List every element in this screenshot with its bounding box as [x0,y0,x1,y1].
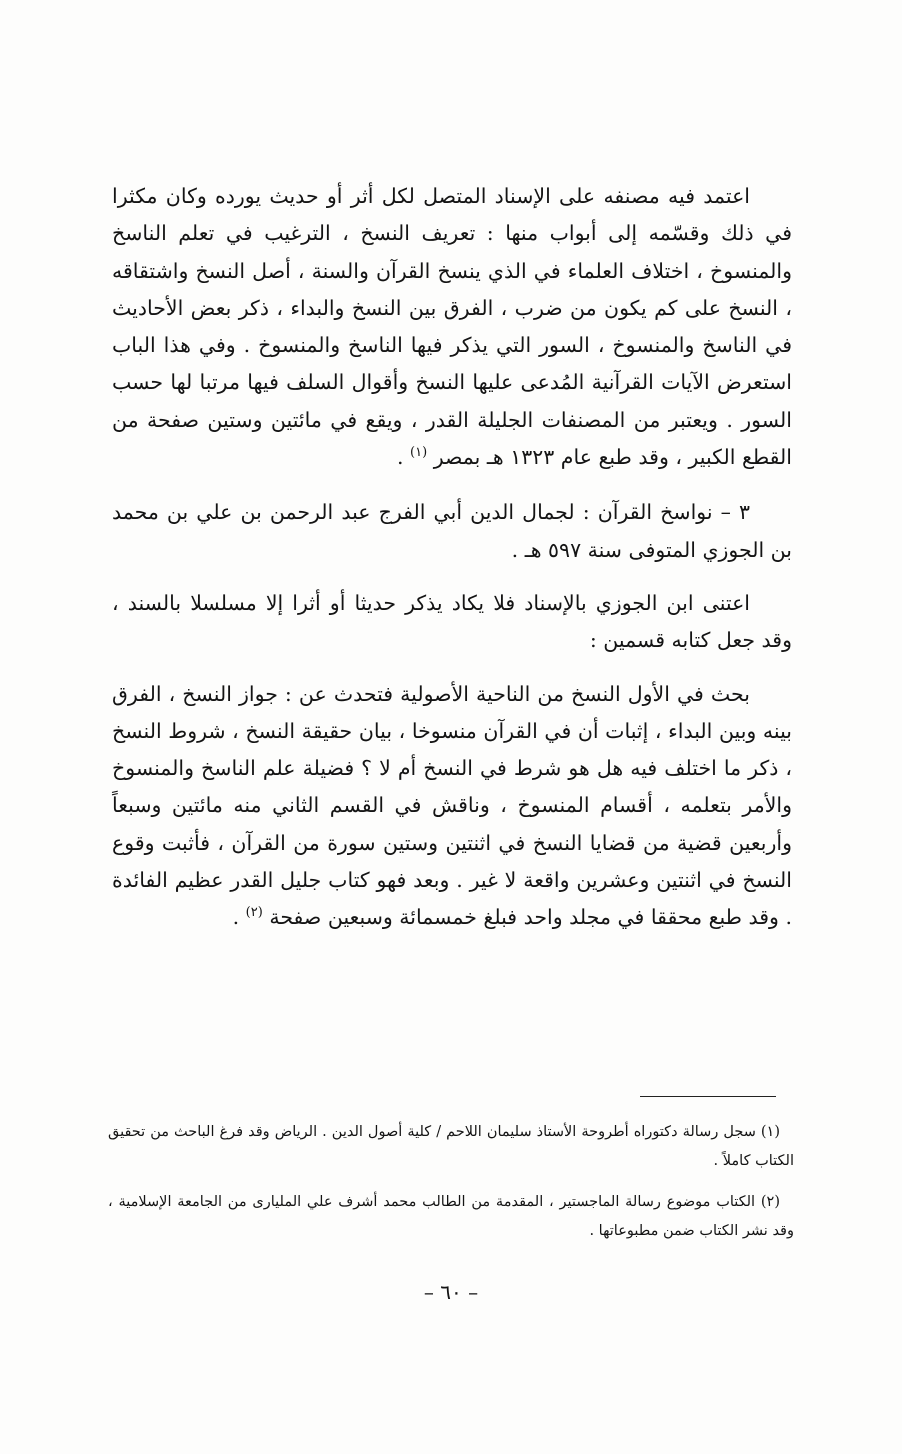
paragraph-1 [112,178,792,476]
paragraph-3 [112,585,792,660]
footnote-2: (٢) الكتاب موضوع رسالة الماجستير ، المقدمة من الطالب محمد أشرف علي المليارى من الجامعة الإسلامية ، وقد نشر الكتاب ضمن مطبوعاتها . [108,1194,794,1239]
main-text [112,178,792,955]
paragraph-4-end: . [232,905,246,930]
paragraph-1-text: اعتمد فيه مصنفه على الإسناد المتصل لكل أثر أو حديث يورده وكان مكثرا في ذلك وقسّمه إلى أبواب منها : تعريف النسخ ، الترغيب في تعلم الناسخ والمنسوخ ، اختلاف العلماء في الذي ينسخ القرآن والسنة ، أصل النسخ واشتقاقه ، النسخ على كم يكون من ضرب ، الفرق بين النسخ والبداء ، ذكر بعض الأحاديث في الناسخ والمنسوخ ، السور التي يذكر فيها الناسخ والمنسوخ . وفي هذا الباب استعرض الآيات القرآنية المُدعى عليها النسخ وأقوال السلف فيها مرتبا لها حسب السور . ويعتبر من المصنفات الجليلة القدر ، ويقع في مائتين وستين صفحة من القطع الكبير ، وقد طبع عام ١٣٢٣ هـ بمصر [112,184,792,470]
paragraph-2 [112,494,792,569]
footnote-separator [640,1096,776,1097]
paragraph-1-end: . [396,445,411,470]
paragraph-2-text: ٣ – نواسخ القرآن : لجمال الدين أبي الفرج عبد الرحمن بن علي بن محمد بن الجوزي المتوفى سنة ٥٩٧ هـ . [112,500,792,562]
paragraph-3-text: اعتنى ابن الجوزي بالإسناد فلا يكاد يذكر حديثا أو أثرا إلا مسلسلا بالسند ، وقد جعل كتابه قسمين : [112,590,792,653]
footnotes [108,1118,794,1258]
paragraph-4-text: بحث في الأول النسخ من الناحية الأصولية فتحدث عن : جواز النسخ ، الفرق بينه وبين البداء ، إثبات أن في القرآن منسوخا ، بيان حقيقة النسخ ، شروط النسخ ، ذكر ما اختلف فيه هل هو شرط في النسخ أم لا ؟ فضيلة علم الناسخ والمنسوخ والأمر بتعلمه ، أقسام المنسوخ ، وناقش في القسم الثاني منه مائتين وسبعاً وأربعين قضية من قضايا النسخ في اثنتين وستين سورة من القرآن ، فأثبت وقوع النسخ في اثنتين وعشرين واقعة لا غير . وبعد فهو كتاب جليل القدر عظيم الفائدة . وقد طبع محققا في مجلد واحد فبلغ خمسمائة وسبعين صفحة [112,681,792,930]
footnote-ref-1: (١) [410,445,428,461]
footnote-ref-2: (٢) [245,905,263,921]
page-number: – ٦٠ – [423,1280,479,1304]
footnote-1: (١) سجل رسالة دكتوراه أطروحة الأستاذ سليمان اللاحم / كلية أصول الدين . الرياض وقد فرغ الباحث من تحقيق الكتاب كاملاً . [108,1124,794,1169]
paragraph-4 [112,676,792,937]
